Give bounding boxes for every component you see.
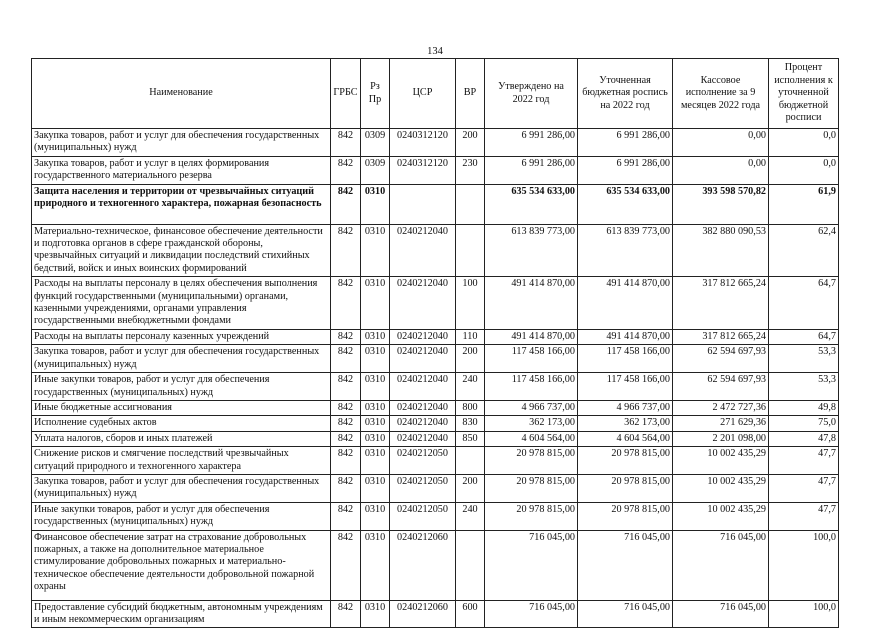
cell-grbs: 842 xyxy=(331,224,361,277)
cell-grbs: 842 xyxy=(331,502,361,530)
cell-percent: 64,7 xyxy=(769,277,839,330)
cell-vr: 830 xyxy=(456,416,485,431)
cell-vr: 850 xyxy=(456,431,485,446)
cell-vr: 240 xyxy=(456,502,485,530)
table-row xyxy=(32,502,839,530)
table-row xyxy=(32,277,839,330)
cell-rzpr: 0310 xyxy=(361,224,390,277)
cell-percent: 47,7 xyxy=(769,447,839,475)
cell-name: Закупка товаров, работ и услуг для обеспечения государственных (муниципальных) нужд xyxy=(32,474,331,502)
cell-csr: 0240212060 xyxy=(390,600,456,628)
cell-rzpr: 0309 xyxy=(361,156,390,184)
cell-rzpr: 0310 xyxy=(361,416,390,431)
cell-percent: 53,3 xyxy=(769,345,839,373)
cell-name: Финансовое обеспечение затрат на страхование добровольных пожарных, а также на дополнительное материальное стимулирование добровольных пожарных и материально-техническое обеспечение деятельности добровольной пожарной охраны xyxy=(32,530,331,600)
cell-refined: 6 991 286,00 xyxy=(578,156,673,184)
cell-approved: 117 458 166,00 xyxy=(485,373,578,401)
cell-name: Защита населения и территории от чрезвычайных ситуаций природного и техногенного характера, пожарная безопасность xyxy=(32,184,331,224)
table-row xyxy=(32,530,839,600)
header-name: Наименование xyxy=(32,59,331,129)
cell-name: Иные бюджетные ассигнования xyxy=(32,400,331,415)
cell-percent: 47,7 xyxy=(769,474,839,502)
cell-csr: 0240312120 xyxy=(390,156,456,184)
table-body xyxy=(32,129,839,628)
table-row xyxy=(32,329,839,344)
cell-cash: 271 629,36 xyxy=(673,416,769,431)
cell-percent: 62,4 xyxy=(769,224,839,277)
cell-refined: 4 966 737,00 xyxy=(578,400,673,415)
cell-approved: 117 458 166,00 xyxy=(485,345,578,373)
cell-vr: 800 xyxy=(456,400,485,415)
cell-vr: 200 xyxy=(456,474,485,502)
cell-vr: 100 xyxy=(456,277,485,330)
cell-grbs: 842 xyxy=(331,373,361,401)
cell-vr: 200 xyxy=(456,345,485,373)
cell-csr: 0240212040 xyxy=(390,224,456,277)
cell-cash: 716 045,00 xyxy=(673,530,769,600)
header-refined: Уточненная бюджетная роспись на 2022 год xyxy=(578,59,673,129)
table-row xyxy=(32,345,839,373)
table-row xyxy=(32,431,839,446)
cell-percent: 0,0 xyxy=(769,156,839,184)
cell-rzpr: 0310 xyxy=(361,447,390,475)
cell-csr xyxy=(390,184,456,224)
cell-cash: 10 002 435,29 xyxy=(673,447,769,475)
cell-vr xyxy=(456,447,485,475)
cell-refined: 6 991 286,00 xyxy=(578,129,673,157)
cell-rzpr: 0310 xyxy=(361,600,390,628)
cell-csr: 0240212060 xyxy=(390,530,456,600)
table-row xyxy=(32,400,839,415)
cell-percent: 100,0 xyxy=(769,600,839,628)
cell-vr: 240 xyxy=(456,373,485,401)
cell-grbs: 842 xyxy=(331,277,361,330)
table-row xyxy=(32,373,839,401)
cell-name: Снижение рисков и смягчение последствий чрезвычайных ситуаций природного и техногенного характера xyxy=(32,447,331,475)
cell-csr: 0240212040 xyxy=(390,329,456,344)
cell-cash: 393 598 570,82 xyxy=(673,184,769,224)
header-vr: ВР xyxy=(456,59,485,129)
cell-refined: 635 534 633,00 xyxy=(578,184,673,224)
cell-refined: 491 414 870,00 xyxy=(578,277,673,330)
cell-grbs: 842 xyxy=(331,345,361,373)
cell-percent: 64,7 xyxy=(769,329,839,344)
cell-refined: 613 839 773,00 xyxy=(578,224,673,277)
cell-approved: 613 839 773,00 xyxy=(485,224,578,277)
table-row xyxy=(32,129,839,157)
cell-name: Иные закупки товаров, работ и услуг для обеспечения государственных (муниципальных) нужд xyxy=(32,502,331,530)
cell-refined: 20 978 815,00 xyxy=(578,447,673,475)
page-number: 134 xyxy=(427,46,443,57)
cell-rzpr: 0310 xyxy=(361,184,390,224)
header-cash: Кассовое исполнение за 9 месяцев 2022 года xyxy=(673,59,769,129)
cell-approved: 362 173,00 xyxy=(485,416,578,431)
cell-approved: 491 414 870,00 xyxy=(485,277,578,330)
cell-percent: 75,0 xyxy=(769,416,839,431)
cell-grbs: 842 xyxy=(331,184,361,224)
cell-approved: 6 991 286,00 xyxy=(485,129,578,157)
cell-refined: 716 045,00 xyxy=(578,600,673,628)
cell-cash: 62 594 697,93 xyxy=(673,373,769,401)
cell-grbs: 842 xyxy=(331,447,361,475)
budget-table xyxy=(31,58,839,628)
cell-cash: 2 201 098,00 xyxy=(673,431,769,446)
header-grbs: ГРБС xyxy=(331,59,361,129)
cell-name: Закупка товаров, работ и услуг для обеспечения государственных (муниципальных) нужд xyxy=(32,345,331,373)
cell-refined: 4 604 564,00 xyxy=(578,431,673,446)
cell-grbs: 842 xyxy=(331,129,361,157)
header-rzpr: Рз Пр xyxy=(361,59,390,129)
cell-name: Уплата налогов, сборов и иных платежей xyxy=(32,431,331,446)
cell-approved: 491 414 870,00 xyxy=(485,329,578,344)
cell-name: Исполнение судебных актов xyxy=(32,416,331,431)
cell-percent: 49,8 xyxy=(769,400,839,415)
cell-name: Закупка товаров, работ и услуг для обеспечения государственных (муниципальных) нужд xyxy=(32,129,331,157)
cell-rzpr: 0310 xyxy=(361,345,390,373)
cell-vr xyxy=(456,530,485,600)
cell-name: Закупка товаров, работ и услуг в целях формирования государственного материального резерва xyxy=(32,156,331,184)
cell-rzpr: 0310 xyxy=(361,474,390,502)
cell-cash: 10 002 435,29 xyxy=(673,474,769,502)
table-header-row xyxy=(32,59,839,129)
cell-rzpr: 0310 xyxy=(361,400,390,415)
cell-csr: 0240212050 xyxy=(390,502,456,530)
header-percent: Процент исполнения к уточненной бюджетной росписи xyxy=(769,59,839,129)
cell-percent: 47,8 xyxy=(769,431,839,446)
cell-refined: 117 458 166,00 xyxy=(578,373,673,401)
cell-csr: 0240212050 xyxy=(390,474,456,502)
cell-approved: 635 534 633,00 xyxy=(485,184,578,224)
cell-percent: 47,7 xyxy=(769,502,839,530)
cell-refined: 20 978 815,00 xyxy=(578,474,673,502)
cell-grbs: 842 xyxy=(331,600,361,628)
cell-cash: 317 812 665,24 xyxy=(673,277,769,330)
table-row xyxy=(32,416,839,431)
cell-approved: 20 978 815,00 xyxy=(485,474,578,502)
table-row xyxy=(32,156,839,184)
cell-percent: 0,0 xyxy=(769,129,839,157)
cell-approved: 20 978 815,00 xyxy=(485,502,578,530)
cell-grbs: 842 xyxy=(331,329,361,344)
cell-csr: 0240212050 xyxy=(390,447,456,475)
cell-csr: 0240212040 xyxy=(390,416,456,431)
cell-approved: 20 978 815,00 xyxy=(485,447,578,475)
cell-cash: 62 594 697,93 xyxy=(673,345,769,373)
cell-rzpr: 0310 xyxy=(361,431,390,446)
cell-cash: 716 045,00 xyxy=(673,600,769,628)
cell-csr: 0240212040 xyxy=(390,277,456,330)
cell-csr: 0240212040 xyxy=(390,345,456,373)
table-row xyxy=(32,474,839,502)
header-approved: Утверждено на 2022 год xyxy=(485,59,578,129)
table-row xyxy=(32,184,839,224)
cell-vr: 230 xyxy=(456,156,485,184)
table-row xyxy=(32,224,839,277)
cell-name: Материально-техническое, финансовое обеспечение деятельности и подготовка органов в сфере гражданской обороны, чрезвычайных ситуаций и ликвидации последствий стихийных бедствий, войск и иных воинских формирований xyxy=(32,224,331,277)
cell-refined: 491 414 870,00 xyxy=(578,329,673,344)
cell-name: Расходы на выплаты персоналу казенных учреждений xyxy=(32,329,331,344)
cell-cash: 2 472 727,36 xyxy=(673,400,769,415)
header-csr: ЦСР xyxy=(390,59,456,129)
cell-grbs: 842 xyxy=(331,156,361,184)
cell-percent: 100,0 xyxy=(769,530,839,600)
cell-refined: 20 978 815,00 xyxy=(578,502,673,530)
cell-rzpr: 0310 xyxy=(361,373,390,401)
cell-cash: 382 880 090,53 xyxy=(673,224,769,277)
cell-refined: 117 458 166,00 xyxy=(578,345,673,373)
cell-rzpr: 0310 xyxy=(361,530,390,600)
cell-approved: 716 045,00 xyxy=(485,600,578,628)
cell-grbs: 842 xyxy=(331,474,361,502)
cell-vr: 110 xyxy=(456,329,485,344)
cell-rzpr: 0310 xyxy=(361,329,390,344)
cell-grbs: 842 xyxy=(331,400,361,415)
cell-cash: 0,00 xyxy=(673,156,769,184)
cell-grbs: 842 xyxy=(331,431,361,446)
cell-cash: 0,00 xyxy=(673,129,769,157)
cell-vr xyxy=(456,184,485,224)
table-row xyxy=(32,447,839,475)
cell-name: Иные закупки товаров, работ и услуг для обеспечения государственных (муниципальных) нужд xyxy=(32,373,331,401)
cell-csr: 0240212040 xyxy=(390,400,456,415)
cell-csr: 0240312120 xyxy=(390,129,456,157)
cell-grbs: 842 xyxy=(331,530,361,600)
cell-approved: 6 991 286,00 xyxy=(485,156,578,184)
cell-vr: 200 xyxy=(456,129,485,157)
table-row xyxy=(32,600,839,628)
cell-refined: 362 173,00 xyxy=(578,416,673,431)
cell-vr: 600 xyxy=(456,600,485,628)
cell-rzpr: 0310 xyxy=(361,502,390,530)
cell-cash: 317 812 665,24 xyxy=(673,329,769,344)
cell-approved: 4 604 564,00 xyxy=(485,431,578,446)
cell-approved: 4 966 737,00 xyxy=(485,400,578,415)
cell-approved: 716 045,00 xyxy=(485,530,578,600)
cell-name: Расходы на выплаты персоналу в целях обеспечения выполнения функций государственными (муниципальными) органами, казенными учреждениями, органами управления государственными внебюджетными фондами xyxy=(32,277,331,330)
cell-rzpr: 0310 xyxy=(361,277,390,330)
cell-csr: 0240212040 xyxy=(390,431,456,446)
cell-csr: 0240212040 xyxy=(390,373,456,401)
cell-cash: 10 002 435,29 xyxy=(673,502,769,530)
cell-grbs: 842 xyxy=(331,416,361,431)
cell-vr xyxy=(456,224,485,277)
cell-percent: 53,3 xyxy=(769,373,839,401)
cell-name: Предоставление субсидий бюджетным, автономным учреждениям и иным некоммерческим организациям xyxy=(32,600,331,628)
cell-rzpr: 0309 xyxy=(361,129,390,157)
cell-refined: 716 045,00 xyxy=(578,530,673,600)
cell-percent: 61,9 xyxy=(769,184,839,224)
